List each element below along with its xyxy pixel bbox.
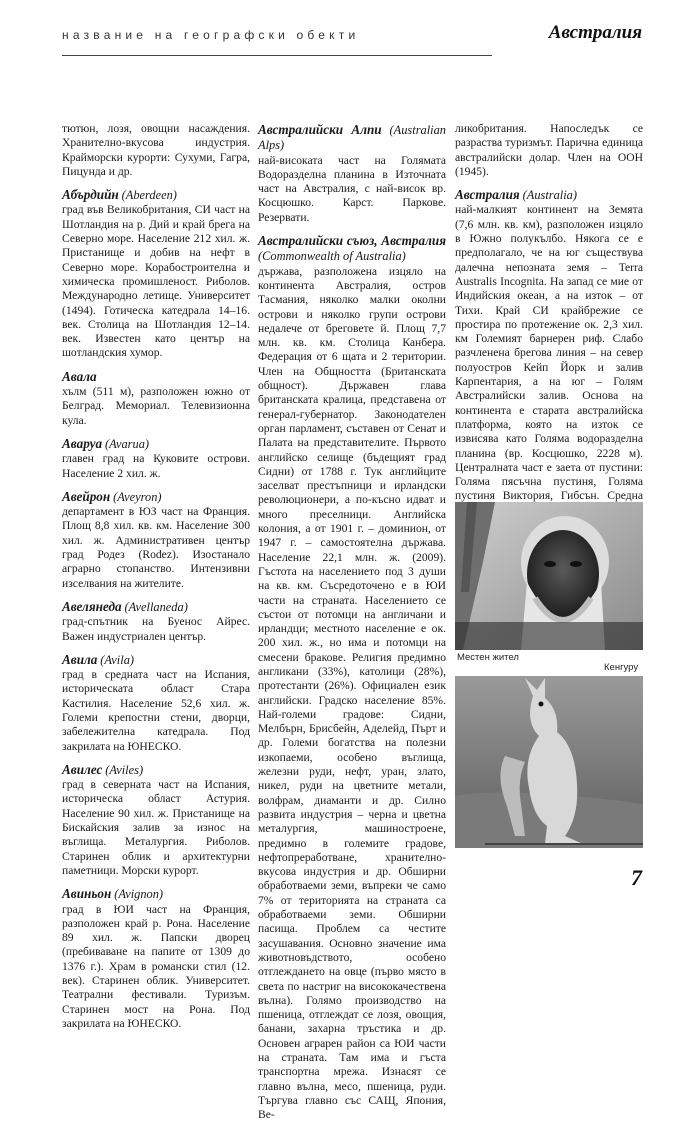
entry-body: хълм (511 м), разположен южно от Белград. Мемориал. Телевизионна кула. — [62, 385, 250, 427]
entry-original-name: (Avignon) — [114, 887, 164, 902]
entry-headword-line — [258, 122, 446, 154]
local-man-image — [455, 502, 643, 650]
dictionary-entry — [62, 762, 250, 878]
entry-headword: Австралийски съюз, Австралия — [258, 233, 446, 249]
entry-original-name: (Avila) — [100, 652, 135, 667]
header-rule — [62, 55, 492, 56]
page-title: Австралия — [548, 22, 642, 43]
column-middle — [258, 122, 446, 1130]
entry-headword: Австралия — [455, 187, 520, 203]
entry-original-name: (Avellaneda) — [124, 599, 188, 614]
entry-original-name: (Aveyron) — [113, 489, 162, 504]
entry-headword: Абърдийн — [62, 187, 119, 203]
entry-body: ликобритания. Напоследък се разраства туризмът. Парична единица австралийски долар. Член на ООН (1945). — [455, 122, 643, 178]
entry-headword-line — [62, 886, 250, 902]
entry-headword-line — [62, 652, 250, 668]
entry-headword-line — [62, 187, 250, 203]
entry-body: тютюн, лозя, овощни насаждения. Хранително-вкусова индустрия. Крайморски курорти: Сухуми, Гагра, Пицунда и др. — [62, 122, 250, 178]
caption-kangaroo: Кенгуру — [604, 662, 639, 673]
entry-headword: Авила — [62, 651, 98, 667]
entry-body: град в средната част на Испания, историческата област Стара Кастилия. Население 52,6 хил. ж. Големи крепостни стени, дворци, забележителна катедрала. Под закрилата на ЮНЕСКО. — [62, 668, 250, 753]
dictionary-entry — [62, 489, 250, 591]
entry-original-name: (Aviles) — [105, 762, 144, 777]
dictionary-entry — [62, 599, 250, 644]
entry-body: най-малкият континент на Земята (7,6 млн. кв. км), разположен изцяло в Южно полукълбо. Някога се е предполагало, че на юг съществува далечна непозната земя – Terra Australis Incognita. На запад се мие от Индийския океан, а на изток – от Тихи. Край СИ крайбрежие се простира по протежение ок. 2,3 хил. км Големият барнерен риф. Слабо разчленена брегова линия – на север полуостров Кейп Йорк и залив Карпентария, а на юг – Голям Австралийски залив. Основа на континента е старата австралийска платформа, която на изток се извисява като Голяма водораздeлна планина (вр. Косцюшко, 2228 м). Централната част е заета от пустини: Голяма пясъчна пустиня, Голяма пустиня Виктория, Гибсън. Средна — [455, 203, 643, 503]
entry-headword-line — [258, 233, 446, 265]
entry-headword: Авейрон — [62, 488, 111, 504]
page-number: 7 — [631, 865, 642, 890]
photo-kangaroo — [455, 676, 643, 848]
photo-local-man — [455, 502, 643, 650]
entry-headword: Авелянеда — [62, 598, 122, 614]
entry-headword-line — [62, 369, 250, 385]
dictionary-entry — [62, 187, 250, 361]
dictionary-entry — [62, 122, 250, 179]
entry-body: главен град на Куковите острови. Население 2 хил. ж. — [62, 452, 250, 480]
entry-headword-line — [62, 489, 250, 505]
entry-body: град-спътник на Буенос Айрес. Важен индустриален център. — [62, 615, 250, 643]
entry-headword: Авала — [62, 368, 97, 384]
dictionary-entry — [258, 233, 446, 1122]
entry-body: държава, разположена изцяло на континента Австралия, остров Тасмания, няколко малки околни острови и няколко групи острови недалече от бреговете й. Площ 7,7 млн. кв. км. Столица Канбера. Федерация от 6 щата и 2 територии. Член на Общността (Британската общност). Държавен глава британската кралица, представена от генерал-губернатор. Законодателен орган парламент, съставен от Сенат и Палата на представителите. Първото английско селище (бъдещият град Сидни) от 1788 г. Тук английците заселват престъпници и ирландски революционери, а по-късно идват и много преселници. Английска колония, а от 1901 г. – доминион, от 1947 г. – самостоятелна държава. Население 22,1 млн. ж. (2009). Гъстота на населението под 3 души на кв. км. Съсредоточено е в ЮИ части на страната. Населението се състои от потомци на англичани и ирландци; местното население е ок. 200 хил. ж., но има и потомци на смесени бракове. Религия предимно англикани (33%), католици (28%), протестанти (26%). Официален език английски. Градско население 85%. Най-големи градове: Сидни, Мелбърн, Брисбейн, Аделейд, Пърт и др. Големи богатства на полезни изкопаеми, особено въглища, железни руди, нефт, уран, злато, никел, руди на цветните метали, волфрам, диаманти и др. Силно развита индустрия – черна и цветна металургия, машиностроене, предимно в големите градове, нефтопреработване, хранително-вкусова индустрия и др. Обширни обработваеми земи, въпреки че само 7% от територията на страната са обработваеми земи. Обширни пасища. Проблем са честите засушавания. Основно значение има животновъдството, особено отглеждането на овце (първо място в света по настриг на висококачествена вълна). Голямо производство на пшеница, отглеждат се лозя, овощия, банани, захарна тръстика и др. Основен аграрен район са ЮИ части на страната. Там има и гъста транспортна мрежа. Изнасят се главно вълна, месо, пшеница, руди. Търгува главно със САЩ, Япония, Ве- — [258, 264, 446, 1122]
entry-body: най-високата част на Голямата Водораздeлна планина в Източната част на Австралия, с най-висок вр. Косцюшко. Карст. Паркове. Резервати. — [258, 153, 446, 224]
dictionary-entry — [62, 436, 250, 481]
kangaroo-image — [455, 676, 643, 848]
entry-body: град в ЮИ част на Франция, разположен край р. Рона. Население 89 хил. ж. Папски дворец (пребиваване на папите от 1309 до 1376 г.). Храм в романски стил (12. век). Старинен облик. Университет. Театрални фестивали. Туризъм. Старинен мост на Рона. Под закрилата на ЮНЕСКО. — [62, 902, 250, 1030]
dictionary-entry — [62, 369, 250, 428]
entry-headword-line — [62, 436, 250, 452]
dictionary-entry — [455, 122, 643, 179]
dictionary-entry — [62, 652, 250, 754]
entry-original-name: (Aberdeen) — [121, 188, 177, 203]
entry-original-name: (Commonwealth of Australia) — [258, 249, 406, 264]
entry-headword: Австралийски Алпи — [258, 122, 382, 137]
dictionary-entry — [258, 122, 446, 225]
entry-body: град в северната част на Испания, историческа област Астурия. Население 90 хил. ж. Пристанище на Бискайския залив за износ на въглища. Металургия. Риболов. Старинен облик и архитектурни паметници. Морски курорт. — [62, 778, 250, 877]
entry-headword: Авиньон — [62, 886, 112, 902]
entry-headword-line — [62, 599, 250, 615]
running-header — [0, 22, 700, 58]
column-left — [62, 122, 250, 1039]
entry-headword: Аваруа — [62, 435, 103, 451]
dictionary-entry — [62, 886, 250, 1031]
entry-original-name: (Australian Alps) — [258, 123, 446, 153]
entry-headword-line — [455, 187, 643, 203]
entry-original-name: (Avarua) — [104, 436, 150, 451]
entry-body: департамент в ЮЗ част на Франция. Площ 8,8 хил. кв. км. Население 300 хил. ж. Административен център град Родез (Rodez). Изостанало аграрно стопанство. Интензивни изселвания на жителите. — [62, 505, 250, 590]
entry-body: град във Великобритания, СИ част на Шотландия на р. Дий и край брега на Северно море. Население 212 хил. ж. Пристанище и добив на нефт в Северно море. Корабостроителна и химическа промишленост. Риболов. Международно летище. Университет (1494). Готическа катедрала 14–16. век. Столица на Шотландия 12–14. век. Известен като център на шотландския хумор. — [62, 203, 250, 360]
entry-original-name: (Australia) — [522, 188, 578, 203]
entry-headword-line — [62, 762, 250, 778]
entry-headword: Авилес — [62, 761, 103, 777]
caption-local-man: Местен жител — [457, 652, 519, 663]
section-title: название на географски обекти — [62, 28, 360, 42]
